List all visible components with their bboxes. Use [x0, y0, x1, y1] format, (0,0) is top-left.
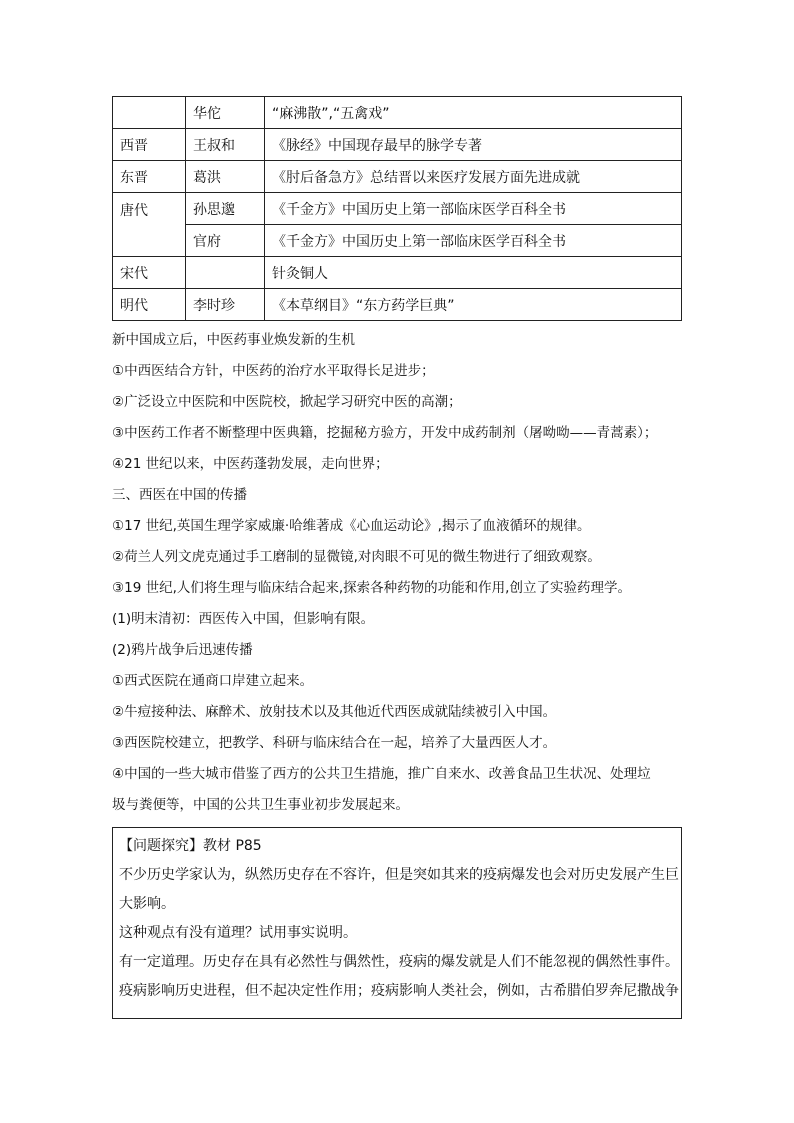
paragraph-line: ③中医药工作者不断整理中医典籍，挖掘秘方验方，开发中成药制剂（屠呦呦——青蒿素）； — [112, 425, 658, 441]
table-row — [113, 289, 682, 321]
inquiry-question: 这种观点有没有道理？试用事实说明。 — [119, 925, 357, 941]
inquiry-line: 不少历史学家认为，纵然历史存在不容许，但是突如其来的疫病爆发也会对历史发展产生巨 — [119, 867, 679, 883]
achievement-cell: “麻沸散”,“五禽戏” — [265, 97, 682, 129]
person-cell — [186, 257, 265, 289]
era-cell: 西晋 — [113, 129, 186, 161]
document-page — [112, 96, 682, 1019]
achievement-cell: 《本草纲目》“东方药学巨典” — [265, 289, 682, 321]
person-cell: 葛洪 — [186, 161, 265, 193]
inquiry-title: 【问题探究】教材 P85 — [119, 838, 262, 854]
achievement-cell: 《肘后备急方》总结晋以来医疗发展方面先进成就 — [265, 161, 682, 193]
paragraph-line: 圾与粪便等，中国的公共卫生事业初步发展起来。 — [112, 797, 409, 813]
era-cell — [113, 97, 186, 129]
table-row — [113, 225, 682, 257]
person-cell: 王叔和 — [186, 129, 265, 161]
table-row — [113, 129, 682, 161]
achievement-cell: 《脉经》中国现存最早的脉学专著 — [265, 129, 682, 161]
table-row — [113, 257, 682, 289]
era-cell: 东晋 — [113, 161, 186, 193]
paragraph-line: ②荷兰人列文虎克通过手工磨制的显微镜,对肉眼不可见的微生物进行了细致观察。 — [112, 549, 601, 565]
paragraph-line: ④中国的一些大城市借鉴了西方的公共卫生措施，推广自来水、改善食品卫生状况、处理垃 — [112, 766, 651, 782]
paragraph-line: ②牛痘接种法、麻醉术、放射技术以及其他近代西医成就陆续被引入中国。 — [112, 704, 557, 720]
achievement-cell: 《千金方》中国历史上第一部临床医学百科全书 — [265, 225, 682, 257]
paragraph-line: (2)鸦片战争后迅速传播 — [112, 642, 253, 658]
era-cell: 明代 — [113, 289, 186, 321]
table-row — [113, 161, 682, 193]
era-cell: 宋代 — [113, 257, 186, 289]
table-row — [113, 193, 682, 225]
paragraph-line: ③西医院校建立，把教学、科研与临床结合在一起，培养了大量西医人才。 — [112, 735, 557, 751]
person-cell: 李时珍 — [186, 289, 265, 321]
era-cell: 唐代 — [113, 193, 186, 257]
paragraph-line: ①17 世纪,英国生理学家威廉·哈维著成《心血运动论》,揭示了血液循环的规律。 — [112, 518, 591, 534]
paragraph-line: ④21 世纪以来，中医药蓬勃发展，走向世界； — [112, 456, 389, 472]
medical-history-table — [112, 96, 682, 321]
achievement-cell: 针灸铜人 — [265, 257, 682, 289]
table-row — [113, 97, 682, 129]
inquiry-box — [112, 827, 682, 1019]
person-cell: 孙思邈 — [186, 193, 265, 225]
paragraph-line: 新中国成立后，中医药事业焕发新的生机 — [112, 332, 355, 348]
paragraph-line: (1)明末清初：西医传入中国，但影响有限。 — [112, 611, 375, 627]
inquiry-line: 疫病影响历史进程，但不起决定性作用；疫病影响人类社会，例如，古希腊伯罗奔尼撒战争 — [119, 983, 679, 999]
paragraph-line: ②广泛设立中医院和中医院校，掀起学习研究中医的高潮； — [112, 394, 462, 410]
body-text — [112, 325, 682, 821]
paragraph-line: ①中西医结合方针，中医药的治疗水平取得长足进步； — [112, 363, 435, 379]
inquiry-line: 大影响。 — [119, 896, 175, 912]
section-heading: 三、西医在中国的传播 — [112, 487, 247, 503]
person-cell: 官府 — [186, 225, 265, 257]
person-cell: 华佗 — [186, 97, 265, 129]
achievement-cell: 《千金方》中国历史上第一部临床医学百科全书 — [265, 193, 682, 225]
paragraph-line: ①西式医院在通商口岸建立起来。 — [112, 673, 314, 689]
paragraph-line: ③19 世纪,人们将生理与临床结合起来,探索各种药物的功能和作用,创立了实验药理学。 — [112, 580, 631, 596]
inquiry-line: 有一定道理。历史存在具有必然性与偶然性，疫病的爆发就是人们不能忽视的偶然性事件。 — [119, 954, 679, 970]
